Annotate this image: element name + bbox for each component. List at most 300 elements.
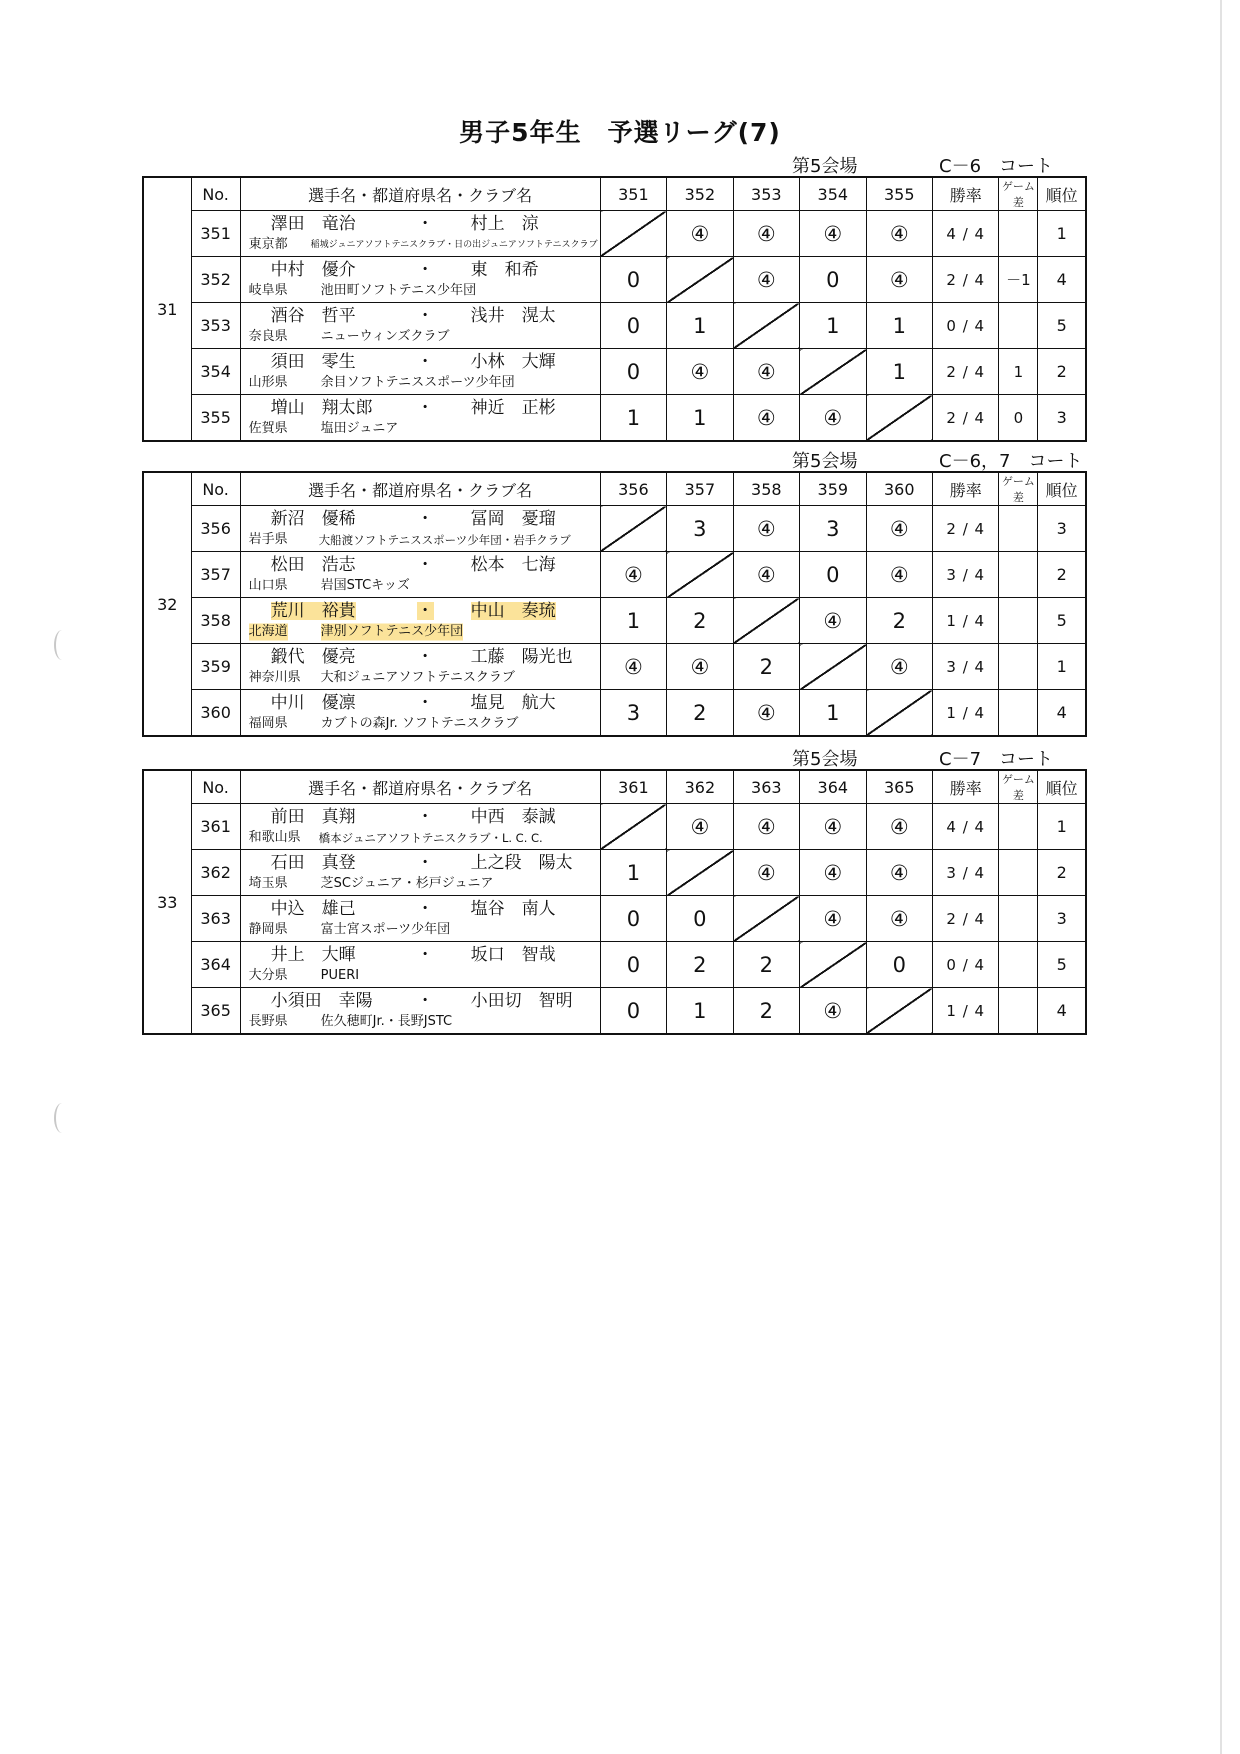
club-name: 富士宮スポーツ少年団 (320, 921, 451, 937)
column-header-rate: 勝率 (933, 770, 999, 804)
player-number: 360 (191, 690, 240, 737)
win-rate: 0 / 4 (933, 942, 999, 988)
player-cell (240, 211, 600, 257)
column-header-opponent: 353 (733, 177, 799, 211)
rank: 2 (1038, 552, 1086, 598)
match-result: 0 (667, 896, 733, 942)
column-header-player: 選手名・都道府県名・クラブ名 (240, 177, 600, 211)
player-name-2: 東 和希 (470, 259, 539, 280)
player-cell (240, 303, 600, 349)
prefecture: 東京都 (248, 236, 288, 252)
player-number: 365 (191, 988, 240, 1035)
match-result: ④ (733, 850, 799, 896)
venue-name: 第5会場 (792, 749, 858, 770)
column-header-game-diff: ゲーム差 (999, 177, 1038, 211)
prefecture: 大分県 (248, 967, 288, 983)
player-row (143, 303, 1086, 349)
player-names (241, 692, 600, 714)
page-edge (1220, 0, 1222, 1754)
club-name: 佐久穂町Jr.・長野JSTC (320, 1013, 453, 1029)
self-match-cell (733, 303, 799, 349)
rank: 5 (1038, 303, 1086, 349)
rank: 1 (1038, 644, 1086, 690)
rank: 3 (1038, 506, 1086, 552)
win-rate: 4 / 4 (933, 804, 999, 850)
player-affiliation (241, 235, 600, 255)
column-header-rank: 順位 (1038, 472, 1086, 506)
group-number: 32 (157, 594, 178, 614)
player-name-2: 冨岡 憂瑠 (470, 508, 556, 529)
name-separator: ・ (416, 259, 434, 280)
match-result: ④ (600, 644, 666, 690)
match-result: 2 (667, 690, 733, 737)
name-separator: ・ (416, 397, 434, 418)
league-table (142, 176, 1087, 442)
self-match-cell (866, 395, 932, 442)
player-name-1: 小須田 幸陽 (270, 990, 373, 1011)
match-result: 1 (600, 395, 666, 442)
match-result: ④ (866, 211, 932, 257)
self-match-cell (600, 506, 666, 552)
name-separator: ・ (416, 646, 434, 667)
club-name: 大船渡ソフトテニススポーツ少年団・岩手クラブ (318, 532, 571, 547)
column-header-opponent: 352 (667, 177, 733, 211)
win-rate: 2 / 4 (933, 506, 999, 552)
win-rate: 0 / 4 (933, 303, 999, 349)
rank: 2 (1038, 349, 1086, 395)
rank: 4 (1038, 690, 1086, 737)
player-row (143, 506, 1086, 552)
match-result: 1 (800, 690, 866, 737)
player-row (143, 896, 1086, 942)
player-number: 357 (191, 552, 240, 598)
column-header-opponent: 354 (800, 177, 866, 211)
club-name: 塩田ジュニア (320, 420, 399, 436)
player-name-1: 前田 真翔 (270, 806, 356, 827)
name-separator: ・ (416, 554, 434, 575)
player-cell (240, 552, 600, 598)
group-header-cell (143, 472, 191, 736)
club-name: 稲城ジュニアソフトテニスクラブ・日の出ジュニアソフトテニスクラブ (310, 239, 598, 250)
player-row (143, 644, 1086, 690)
player-row (143, 690, 1086, 737)
rank: 4 (1038, 257, 1086, 303)
prefecture: 北海道 (249, 622, 288, 642)
club-name: 津別ソフトテニス少年団 (321, 622, 463, 642)
column-header-no: No. (191, 472, 240, 506)
self-match-cell (600, 804, 666, 850)
player-cell (240, 850, 600, 896)
rank: 1 (1038, 211, 1086, 257)
self-match-cell (800, 349, 866, 395)
match-result: ④ (800, 988, 866, 1035)
match-result: ④ (866, 506, 932, 552)
player-affiliation (241, 576, 600, 596)
player-affiliation (241, 1012, 600, 1032)
player-name-1: 酒谷 哲平 (270, 305, 356, 326)
win-rate: 4 / 4 (933, 211, 999, 257)
player-cell (240, 988, 600, 1035)
game-diff (999, 690, 1038, 737)
self-match-cell (866, 690, 932, 737)
match-result: 1 (800, 303, 866, 349)
match-result: ④ (866, 257, 932, 303)
player-names (241, 600, 600, 622)
game-diff (999, 896, 1038, 942)
match-result: ④ (866, 850, 932, 896)
venue-name: 第5会場 (792, 451, 858, 472)
column-header-rate: 勝率 (933, 472, 999, 506)
player-cell (240, 395, 600, 442)
club-name: 池田町ソフトテニス少年団 (320, 282, 477, 298)
match-result: ④ (733, 395, 799, 442)
player-affiliation (241, 327, 600, 347)
player-name-2: 小林 大輝 (470, 351, 556, 372)
player-name-1: 松田 浩志 (270, 554, 356, 575)
player-name-1: 新沼 優稀 (270, 508, 356, 529)
match-result: 1 (667, 303, 733, 349)
prefecture: 山口県 (248, 577, 288, 593)
game-diff: 0 (999, 395, 1038, 442)
page-title: 男子5年生 予選リーグ(7) (459, 118, 781, 147)
club-name: カブトの森Jr. ソフトテニスクラブ (320, 715, 519, 731)
player-name-2: 中西 泰誠 (470, 806, 556, 827)
match-result: 3 (800, 506, 866, 552)
player-names (241, 806, 600, 828)
match-result: ④ (800, 211, 866, 257)
game-diff (999, 850, 1038, 896)
punch-hole-mark (54, 630, 70, 660)
league-table (142, 769, 1087, 1035)
prefecture: 長野県 (248, 1013, 288, 1029)
rank: 3 (1038, 896, 1086, 942)
player-number: 358 (191, 598, 240, 644)
player-cell (240, 506, 600, 552)
game-diff (999, 942, 1038, 988)
player-cell (240, 349, 600, 395)
name-separator: ・ (416, 508, 434, 529)
player-affiliation (241, 281, 600, 301)
column-header-opponent: 351 (600, 177, 666, 211)
win-rate: 3 / 4 (933, 552, 999, 598)
column-header-opponent: 362 (667, 770, 733, 804)
match-result: 1 (866, 303, 932, 349)
self-match-cell (600, 211, 666, 257)
match-result: 0 (600, 303, 666, 349)
player-name-2: 工藤 陽光也 (470, 646, 573, 667)
column-header-player: 選手名・都道府県名・クラブ名 (240, 770, 600, 804)
name-separator: ・ (416, 692, 434, 713)
player-number: 354 (191, 349, 240, 395)
player-number: 351 (191, 211, 240, 257)
player-row (143, 598, 1086, 644)
column-header-game-diff: ゲーム差 (999, 472, 1038, 506)
league-block (142, 745, 1087, 1035)
rank: 2 (1038, 850, 1086, 896)
player-name-2: 上之段 陽太 (470, 852, 573, 873)
group-number: 31 (157, 299, 178, 319)
group-header-cell (143, 770, 191, 1034)
win-rate: 2 / 4 (933, 395, 999, 442)
venue-line (142, 745, 1087, 769)
game-diff: 1 (999, 349, 1038, 395)
column-header-rank: 順位 (1038, 770, 1086, 804)
column-header-player: 選手名・都道府県名・クラブ名 (240, 472, 600, 506)
match-result: ④ (600, 552, 666, 598)
match-result: ④ (733, 506, 799, 552)
player-affiliation (241, 966, 600, 986)
match-result: ④ (866, 896, 932, 942)
player-names (241, 852, 600, 874)
match-result: 1 (600, 598, 666, 644)
win-rate: 1 / 4 (933, 988, 999, 1035)
self-match-cell (667, 552, 733, 598)
header-row (143, 472, 1086, 506)
player-names (241, 646, 600, 668)
header-row (143, 770, 1086, 804)
self-match-cell (733, 598, 799, 644)
match-result: ④ (667, 349, 733, 395)
rank: 4 (1038, 988, 1086, 1035)
court-name: C－6 コート (939, 156, 1054, 177)
player-name-1: 中村 優介 (270, 259, 356, 280)
player-row (143, 211, 1086, 257)
name-separator: ・ (416, 852, 434, 873)
group-header-cell (143, 177, 191, 441)
name-separator: ・ (416, 898, 434, 919)
venue-name: 第5会場 (792, 156, 858, 177)
match-result: 2 (667, 942, 733, 988)
player-affiliation (241, 920, 600, 940)
name-separator: ・ (416, 305, 434, 326)
player-names (241, 213, 600, 235)
player-number: 362 (191, 850, 240, 896)
win-rate: 2 / 4 (933, 257, 999, 303)
player-names (241, 898, 600, 920)
match-result: ④ (667, 644, 733, 690)
column-header-opponent: 363 (733, 770, 799, 804)
player-name-1: 増山 翔太郎 (270, 397, 373, 418)
player-cell (240, 896, 600, 942)
player-number: 363 (191, 896, 240, 942)
club-name: 余目ソフトテニススポーツ少年団 (320, 374, 515, 390)
prefecture: 和歌山県 (248, 829, 301, 845)
name-separator: ・ (416, 944, 434, 965)
self-match-cell (667, 257, 733, 303)
player-name-1: 石田 真登 (270, 852, 356, 873)
rank: 3 (1038, 395, 1086, 442)
player-names (241, 990, 600, 1012)
venue-line (142, 152, 1087, 176)
player-name-1: 井上 大暉 (270, 944, 356, 965)
player-name-1: 鍛代 優亮 (270, 646, 356, 667)
player-affiliation (241, 373, 600, 393)
column-header-opponent: 361 (600, 770, 666, 804)
header-row (143, 177, 1086, 211)
player-name-2: 松本 七海 (470, 554, 556, 575)
match-result: ④ (667, 804, 733, 850)
rank: 5 (1038, 942, 1086, 988)
league-block (142, 447, 1087, 737)
player-name-1: 荒川 裕貴 (270, 600, 356, 621)
name-separator: ・ (416, 213, 434, 234)
player-row (143, 257, 1086, 303)
prefecture: 岐阜県 (248, 282, 288, 298)
player-row (143, 349, 1086, 395)
match-result: 0 (800, 257, 866, 303)
player-row (143, 395, 1086, 442)
match-result: 3 (600, 690, 666, 737)
player-number: 355 (191, 395, 240, 442)
player-names (241, 944, 600, 966)
match-result: ④ (800, 896, 866, 942)
match-result: 1 (667, 395, 733, 442)
match-result: 0 (866, 942, 932, 988)
player-row (143, 942, 1086, 988)
player-affiliation (241, 530, 600, 550)
column-header-opponent: 359 (800, 472, 866, 506)
game-diff (999, 988, 1038, 1035)
win-rate: 2 / 4 (933, 349, 999, 395)
self-match-cell (866, 988, 932, 1035)
club-name: 橋本ジュニアソフトテニスクラブ・L. C. C. (318, 830, 543, 845)
match-result: ④ (800, 598, 866, 644)
player-affiliation (241, 419, 600, 439)
game-diff: －1 (999, 257, 1038, 303)
name-separator: ・ (416, 806, 434, 827)
match-result: ④ (733, 349, 799, 395)
win-rate: 3 / 4 (933, 644, 999, 690)
win-rate: 2 / 4 (933, 896, 999, 942)
player-names (241, 554, 600, 576)
player-number: 356 (191, 506, 240, 552)
match-result: ④ (866, 644, 932, 690)
column-header-opponent: 355 (866, 177, 932, 211)
self-match-cell (667, 850, 733, 896)
prefecture: 静岡県 (248, 921, 288, 937)
club-name: 大和ジュニアソフトテニスクラブ (320, 669, 515, 685)
match-result: 0 (800, 552, 866, 598)
player-name-1: 須田 零生 (270, 351, 356, 372)
column-header-rate: 勝率 (933, 177, 999, 211)
player-names (241, 259, 600, 281)
player-affiliation (241, 828, 600, 848)
match-result: ④ (733, 211, 799, 257)
column-header-no: No. (191, 177, 240, 211)
prefecture: 佐賀県 (248, 420, 288, 436)
club-name: ニューウィンズクラブ (320, 328, 450, 344)
venue-line (142, 447, 1087, 471)
match-result: 0 (600, 896, 666, 942)
game-diff (999, 598, 1038, 644)
column-header-opponent: 356 (600, 472, 666, 506)
prefecture: 奈良県 (248, 328, 288, 344)
match-result: ④ (800, 804, 866, 850)
match-result: ④ (667, 211, 733, 257)
column-header-opponent: 357 (667, 472, 733, 506)
player-name-1: 澤田 竜治 (270, 213, 356, 234)
match-result: ④ (733, 552, 799, 598)
match-result: 3 (667, 506, 733, 552)
game-diff (999, 303, 1038, 349)
player-name-2: 浅井 滉太 (470, 305, 556, 326)
player-affiliation (241, 622, 600, 642)
player-cell (240, 804, 600, 850)
player-cell (240, 690, 600, 737)
player-name-2: 中山 奏琉 (470, 600, 556, 621)
court-name: C－7 コート (939, 749, 1054, 770)
game-diff (999, 644, 1038, 690)
match-result: ④ (800, 850, 866, 896)
match-result: ④ (866, 552, 932, 598)
column-header-game-diff: ゲーム差 (999, 770, 1038, 804)
column-header-rank: 順位 (1038, 177, 1086, 211)
player-names (241, 305, 600, 327)
prefecture: 福岡県 (248, 715, 288, 731)
player-row (143, 552, 1086, 598)
player-number: 359 (191, 644, 240, 690)
match-result: 2 (866, 598, 932, 644)
player-number: 352 (191, 257, 240, 303)
prefecture: 埼玉県 (248, 875, 288, 891)
player-row (143, 850, 1086, 896)
player-row (143, 804, 1086, 850)
game-diff (999, 211, 1038, 257)
player-name-1: 中込 雄己 (270, 898, 356, 919)
player-name-2: 神近 正彬 (470, 397, 556, 418)
name-separator: ・ (416, 600, 434, 621)
game-diff (999, 506, 1038, 552)
player-row (143, 988, 1086, 1035)
player-names (241, 508, 600, 530)
match-result: ④ (733, 257, 799, 303)
match-result: 0 (600, 988, 666, 1035)
club-name: 岩国STCキッズ (320, 577, 410, 593)
column-header-no: No. (191, 770, 240, 804)
player-affiliation (241, 714, 600, 734)
match-result: 2 (667, 598, 733, 644)
league-table (142, 471, 1087, 737)
match-result: 0 (600, 942, 666, 988)
game-diff (999, 552, 1038, 598)
rank: 1 (1038, 804, 1086, 850)
match-result: 0 (600, 349, 666, 395)
self-match-cell (733, 896, 799, 942)
player-name-1: 中川 優凛 (270, 692, 356, 713)
column-header-opponent: 360 (866, 472, 932, 506)
club-name: PUERI (320, 967, 360, 983)
self-match-cell (800, 942, 866, 988)
player-cell (240, 257, 600, 303)
player-number: 361 (191, 804, 240, 850)
player-cell (240, 942, 600, 988)
player-affiliation (241, 874, 600, 894)
player-name-2: 村上 涼 (470, 213, 539, 234)
court-name: C－6，7 コート (939, 451, 1083, 472)
win-rate: 1 / 4 (933, 598, 999, 644)
match-result: 2 (733, 988, 799, 1035)
player-name-2: 坂口 智哉 (470, 944, 556, 965)
rank: 5 (1038, 598, 1086, 644)
match-result: ④ (866, 804, 932, 850)
club-name: 芝SCジュニア・杉戸ジュニア (320, 875, 494, 891)
group-number: 33 (157, 892, 178, 912)
name-separator: ・ (416, 990, 434, 1011)
match-result: ④ (800, 395, 866, 442)
match-result: 0 (600, 257, 666, 303)
player-affiliation (241, 668, 600, 688)
player-number: 364 (191, 942, 240, 988)
